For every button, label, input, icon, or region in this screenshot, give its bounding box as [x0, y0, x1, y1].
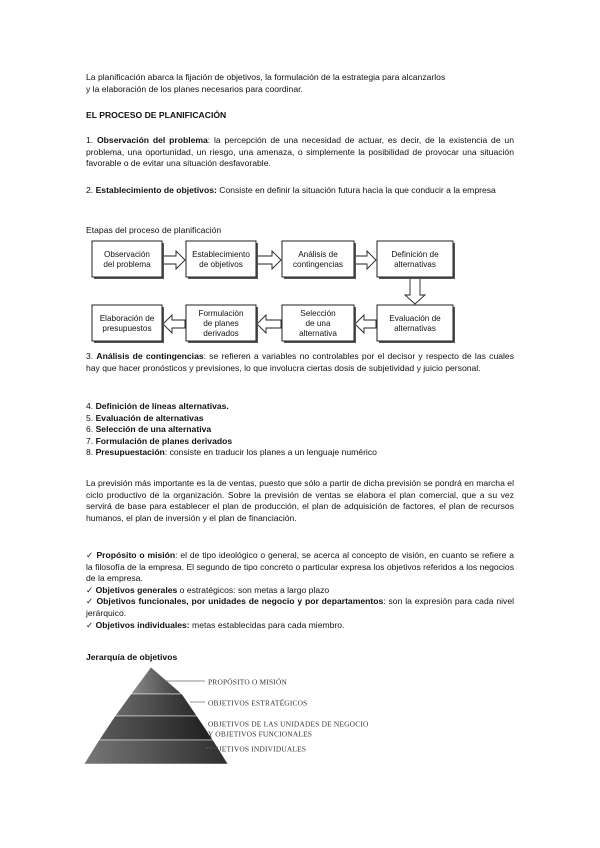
list-item: 8. Presupuestación: consiste en traducir los planes a un lenguaje numérico	[86, 447, 377, 458]
item-3-number: 3.	[86, 351, 97, 361]
item-2-number: 2.	[86, 185, 96, 195]
box-label: Selección	[300, 309, 336, 318]
box-label: derivados	[203, 329, 239, 338]
item-3-title: Análisis de contingencias	[96, 351, 204, 361]
check-icon: ✓	[86, 584, 96, 595]
box-label: Formulación	[198, 309, 244, 318]
item-1-text: : la percepción de una necesidad de actuar, es decir, de la existencia de un problema, una oportunidad, un riesgo, una amenaza, o simplemente la posibilidad de provocar una situación favorable o de evitar una situación desfavorable.	[86, 135, 514, 169]
pyramid-label: Y OBJETIVOS FUNCIONALES	[208, 729, 313, 739]
box-label: alternativa	[299, 329, 337, 338]
box-label: de planes	[203, 319, 239, 328]
box-label: contingencias	[292, 260, 344, 269]
box-label: Observación	[104, 250, 150, 259]
box-label: Definición de	[391, 250, 439, 259]
section-heading: EL PROCESO DE PLANIFICACIÓN	[86, 110, 227, 120]
item-1-number: 1.	[86, 135, 97, 145]
box-label: Evaluación de	[389, 314, 441, 323]
check-icon: ✓	[86, 619, 96, 630]
box-label: de objetivos	[199, 260, 243, 269]
pyramid-label: PROPÓSITO O MISIÓN	[208, 677, 288, 687]
check-item: ✓ Propósito o misión: el de tipo ideológico o general, se acerca al concepto de visión, en cuanto se refiere a la filosofía de la empresa. El segundo de tipo concreto o particular expresa los objetivos referidos a los negocios de la empresa.	[86, 550, 514, 584]
intro-line-2: y la elaboración de los planes necesarios para coordinar.	[86, 83, 303, 94]
list-item: 5. Evaluación de alternativas	[86, 412, 204, 423]
hierarchy-title: Jerarquía de objetivos	[86, 652, 178, 662]
sales-forecast-paragraph: La previsión más importante es la de ventas, puesto que sólo a partir de dicha previsión se pondrá en marcha el ciclo productivo de la organización. Sobre la previsión de ventas se elabora el plan comercial, que a su vez servirá de base para establecer el plan de producción, el plan de adquisición de factores, el plan de recursos humanos, el plan de inversión y el plan de financiación.	[86, 478, 514, 523]
item-2-text: Consiste en definir la situación futura hacia la que conducir a la empresa	[216, 185, 496, 195]
intro-line-1: La planificación abarca la fijación de objetivos, la formulación de la estrategia para alcanzarlos	[86, 72, 446, 82]
item-2-title: Establecimiento de objetivos:	[95, 185, 217, 195]
box-label: Análisis de	[298, 250, 338, 259]
check-icon: ✓	[86, 550, 97, 560]
pyramid-label: OBJETIVOS INDIVIDUALES	[208, 744, 307, 754]
box-label: presupuestos	[102, 324, 152, 333]
box-label: alternativas	[394, 324, 436, 333]
pyramid-label: OBJETIVOS ESTRATÉGICOS	[208, 698, 308, 708]
list-item: 6. Selección de una alternativa	[86, 424, 212, 435]
pyramid-level-individual	[84, 740, 228, 764]
box-label: alternativas	[394, 260, 436, 269]
pyramid-label: OBJETIVOS DE LAS UNIDADES DE NEGOCIO	[208, 719, 369, 729]
check-item: ✓ Objetivos funcionales, por unidades de negocio y por departamentos: son la expresión para cada nivel jerárquico.	[86, 596, 515, 618]
box-label: del problema	[103, 260, 151, 269]
item-1-title: Observación del problema	[97, 135, 208, 145]
pyramid-level-mission	[131, 667, 182, 694]
check-icon: ✓	[86, 596, 97, 607]
pyramid-level-functional	[99, 716, 213, 740]
box-label: Elaboración de	[99, 314, 155, 323]
diagram-caption: Etapas del proceso de planificación	[86, 225, 222, 235]
pyramid-level-strategic	[115, 694, 197, 716]
box-label: de una	[305, 319, 331, 328]
check-item: ✓ Objetivos generales o estratégicos: son metas a largo plazo	[86, 584, 330, 595]
list-item: 4. Definición de líneas alternativas.	[86, 401, 229, 411]
list-item: 7. Formulación de planes derivados	[86, 435, 233, 446]
item-3-text: : se refieren a variables no controlables por el decisor y respecto de las cuales hay que hacer pronósticos y previsiones, lo que involucra ciertas dosis de subjetividad y juicio personal.	[86, 351, 514, 373]
check-item: ✓ Objetivos individuales: metas establecidas para cada miembro.	[86, 619, 345, 630]
box-label: Establecimiento	[192, 250, 250, 259]
